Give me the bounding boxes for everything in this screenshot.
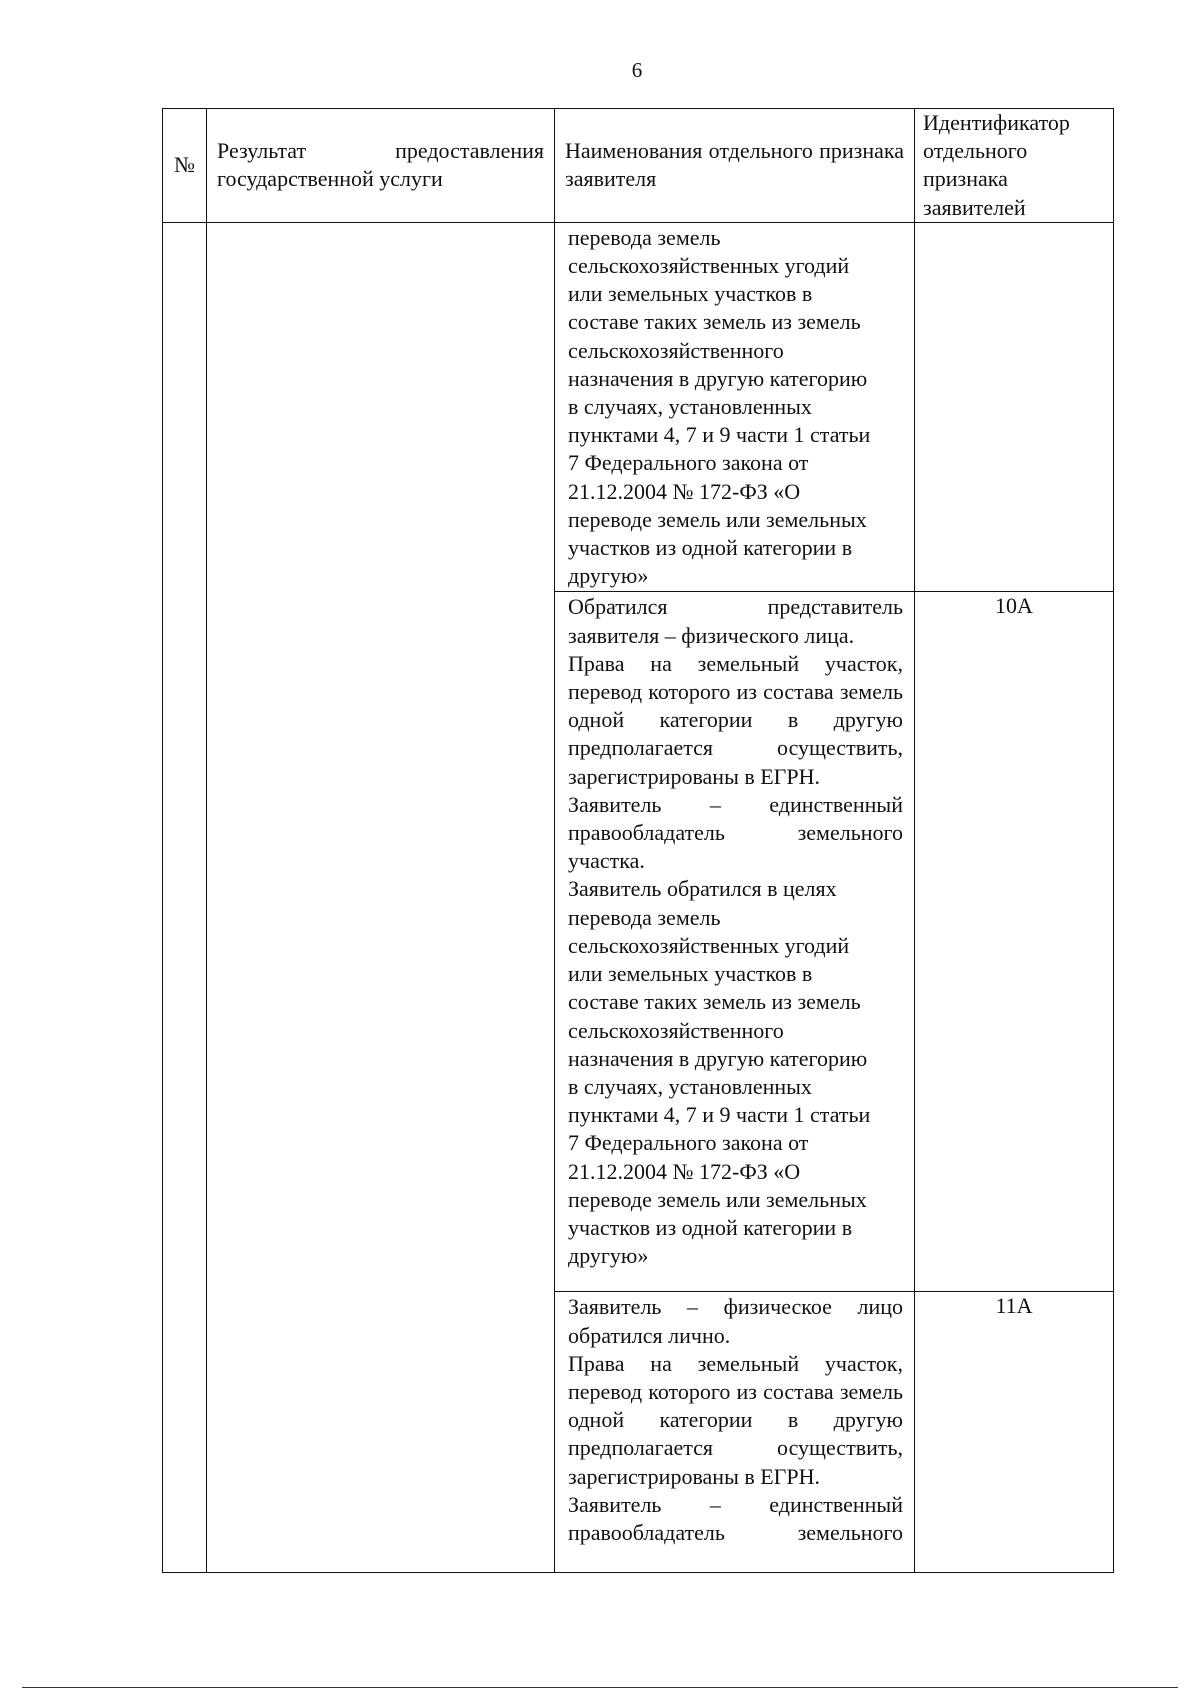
header-result: Результат предоставления государственной услуги	[207, 109, 555, 223]
result-cell	[207, 222, 555, 1573]
text-paragraph: Права на земельный участок, перевод которого из состава земель одной категории в другую предполагается осуществить, зарегистрированы в ЕГРН.	[568, 1350, 903, 1489]
text-line: 7 Федерального закона от	[568, 450, 809, 476]
identifier-cell-1	[915, 222, 1114, 592]
text-line: участков из одной категории в	[568, 1214, 853, 1240]
text-line: сельскохозяйственного	[568, 337, 784, 363]
text-line: другую»	[568, 1243, 649, 1269]
header-num: №	[163, 109, 207, 223]
text-line: назначения в другую категорию	[568, 365, 868, 391]
text-line: назначения в другую категорию	[568, 1045, 868, 1071]
footer-rule	[22, 1687, 1178, 1688]
text-line: пунктами 4, 7 и 9 части 1 статьи	[568, 1102, 871, 1128]
text-line: сельскохозяйственных угодий	[568, 932, 850, 958]
text-line: переводе земель или земельных	[568, 506, 867, 532]
text-line: или земельных участков в	[568, 961, 813, 987]
identifier-cell-2: 10А	[915, 592, 1114, 1292]
text-line: пунктами 4, 7 и 9 части 1 статьи	[568, 422, 871, 448]
row-3-tail-text: Заявитель – единственный правообладатель земельного	[568, 1491, 903, 1546]
identifier-cell-3: 11А	[915, 1292, 1114, 1573]
text-line: Заявитель обратился в целях	[568, 876, 837, 902]
text-paragraph: Обратился представитель заявителя – физического лица.	[568, 594, 903, 648]
row-3-justified-text	[556, 1293, 913, 1490]
text-line: переводе земель или земельных	[568, 1186, 867, 1212]
name-cell-2	[555, 592, 915, 1292]
text-line: перевода земель	[568, 904, 721, 930]
name-cell-3	[555, 1292, 915, 1573]
num-cell	[163, 222, 207, 1573]
row-1-text	[556, 224, 913, 591]
header-name: Наименования отдельного признака заявителя	[555, 109, 915, 223]
text-paragraph: Права на земельный участок, перевод которого из состава земель одной категории в другую предполагается осуществить, зарегистрированы в ЕГРН.	[568, 650, 903, 789]
page-number: 6	[631, 58, 643, 82]
text-line: в случаях, установленных	[568, 1073, 812, 1099]
text-paragraph: Заявитель – физическое лицо обратился лично.	[568, 1294, 903, 1348]
document-table	[162, 108, 1114, 1573]
row-2-justified-text	[556, 593, 913, 875]
text-line: другую»	[568, 563, 649, 589]
name-cell-1	[555, 222, 915, 592]
text-line: 21.12.2004 № 172-ФЗ «О	[568, 1158, 801, 1184]
row-2-text	[556, 875, 913, 1270]
text-line: 21.12.2004 № 172-ФЗ «О	[568, 478, 801, 504]
text-line: 7 Федерального закона от	[568, 1130, 809, 1156]
text-line: или земельных участков в	[568, 281, 813, 307]
text-line: сельскохозяйственного	[568, 1017, 784, 1043]
text-line: в случаях, установленных	[568, 394, 812, 420]
table-header-row	[163, 109, 1114, 223]
text-line: перевода земель	[568, 224, 721, 250]
text-line: составе таких земель из земель	[568, 989, 861, 1015]
table-body-row	[163, 222, 1114, 592]
text-line: сельскохозяйственных угодий	[568, 253, 850, 279]
text-paragraph: Заявитель – единственный правообладатель земельного участка.	[568, 791, 903, 874]
text-line: участков из одной категории в	[568, 535, 853, 561]
header-identifier: Идентификатор отдельного признака заявителей	[915, 109, 1114, 223]
text-line: составе таких земель из земель	[568, 309, 861, 335]
